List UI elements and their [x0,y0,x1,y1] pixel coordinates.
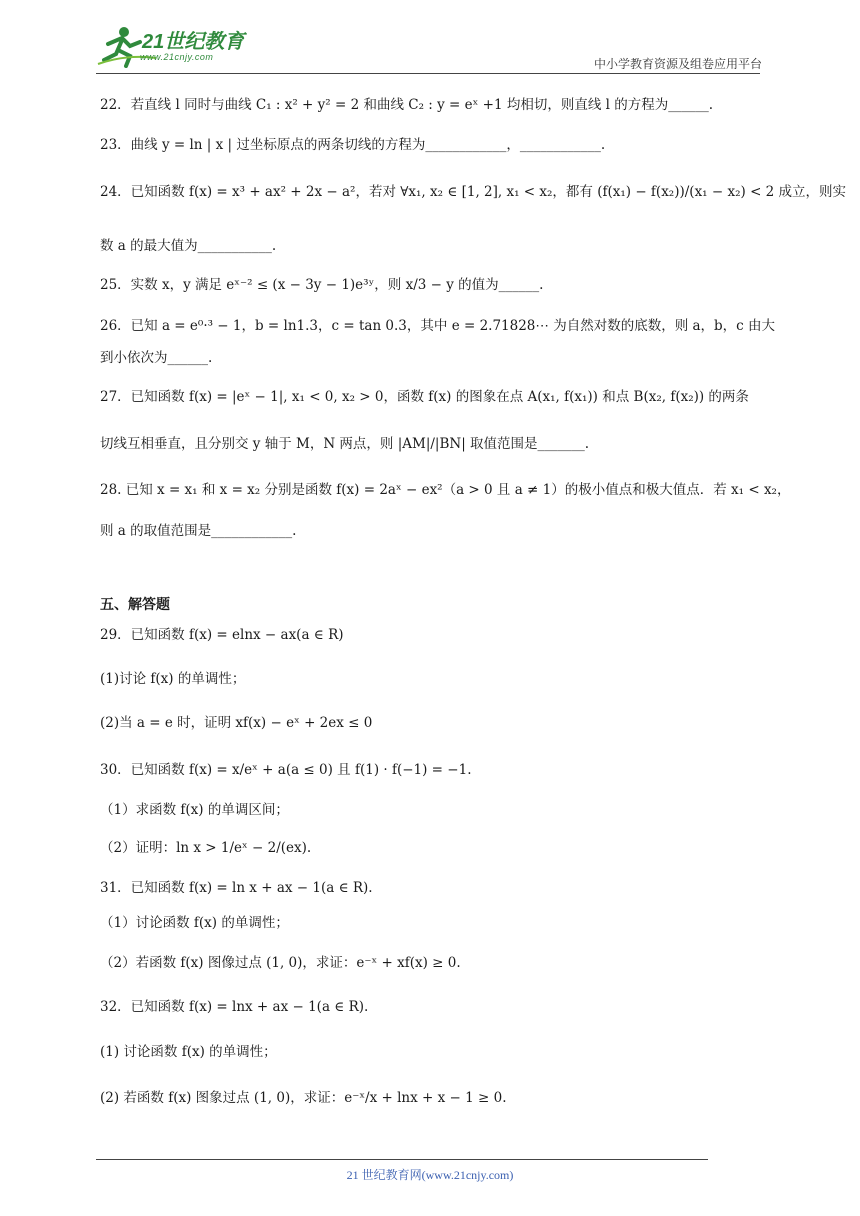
question-29: 29．已知函数 f(x) = elnx − ax(a ∈ R) [100,627,344,643]
question-31-part-1: （1）讨论函数 f(x) 的单调性； [100,915,289,931]
question-32-part-2: (2) 若函数 f(x) 图象过点 (1, 0)，求证：e⁻ˣ/x + lnx + x − 1 ≥ 0. [100,1090,507,1106]
question-32: 32．已知函数 f(x) = lnx + ax − 1(a ∈ R). [100,999,369,1015]
header-divider [96,73,760,74]
question-30-part-1: （1）求函数 f(x) 的单调区间； [100,802,289,818]
brand-name: 21世纪教育 [142,31,245,53]
question-23: 23．曲线 y = ln | x | 过坐标原点的两条切线的方程为____________，____________. [100,137,606,153]
footer-link[interactable]: 21 世纪教育网(www.21cnjy.com) [346,1168,514,1182]
footer-divider [96,1159,708,1160]
question-30: 30．已知函数 f(x) = x/eˣ + a(a ≤ 0) 且 f(1) · f(−1) = −1. [100,762,472,778]
question-24: 24．已知函数 f(x) = x³ + ax² + 2x − a²，若对 ∀x₁, x₂ ∈ [1, 2], x₁ < x₂，都有 (f(x₁) − f(x₂))/(x₁ − x₂) < 2 成立，则实 [100,184,847,200]
section-title: 五、解答题 [100,596,170,612]
question-29-part-1: (1)讨论 f(x) 的单调性； [100,671,246,687]
question-26-cont: 到小依次为______. [100,350,213,366]
question-29-part-2: (2)当 a = e 时，证明 xf(x) − eˣ + 2ex ≤ 0 [100,715,373,731]
question-31: 31．已知函数 f(x) = ln x + ax − 1(a ∈ R). [100,880,373,896]
brand-url: www.21cnjy.com [140,52,214,62]
question-24-cont: 数 a 的最大值为___________. [100,238,277,254]
question-25: 25．实数 x，y 满足 eˣ⁻² ≤ (x − 3y − 1)e³ʸ，则 x/3 − y 的值为______. [100,277,544,293]
question-26: 26．已知 a = e⁰·³ − 1，b = ln1.3，c = tan 0.3，其中 e = 2.71828⋯ 为自然对数的底数，则 a，b，c 由大 [100,318,776,334]
question-28: 28. 已知 x = x₁ 和 x = x₂ 分别是函数 f(x) = 2aˣ − ex²（a > 0 且 a ≠ 1）的极小值点和极大值点．若 x₁ < x₂， [100,482,791,498]
header-platform-text: 中小学教育资源及组卷应用平台 [593,57,762,71]
question-27: 27．已知函数 f(x) = |eˣ − 1|, x₁ < 0, x₂ > 0，函数 f(x) 的图象在点 A(x₁, f(x₁)) 和点 B(x₂, f(x₂)) 的两条 [100,389,749,405]
question-27-cont: 切线互相垂直，且分别交 y 轴于 M，N 两点，则 |AM|/|BN| 取值范围是_______. [100,436,590,452]
question-30-part-2: （2）证明：ln x > 1/eˣ − 2/(ex). [100,840,312,856]
question-32-part-1: (1) 讨论函数 f(x) 的单调性； [100,1044,277,1060]
question-31-part-2: （2）若函数 f(x) 图像过点 (1, 0)，求证：e⁻ˣ + xf(x) ≥ 0. [100,955,461,971]
question-22: 22．若直线 l 同时与曲线 C₁ : x² + y² = 2 和曲线 C₂ : y = eˣ +1 均相切，则直线 l 的方程为______. [100,97,714,113]
question-28-cont: 则 a 的取值范围是____________. [100,523,297,539]
